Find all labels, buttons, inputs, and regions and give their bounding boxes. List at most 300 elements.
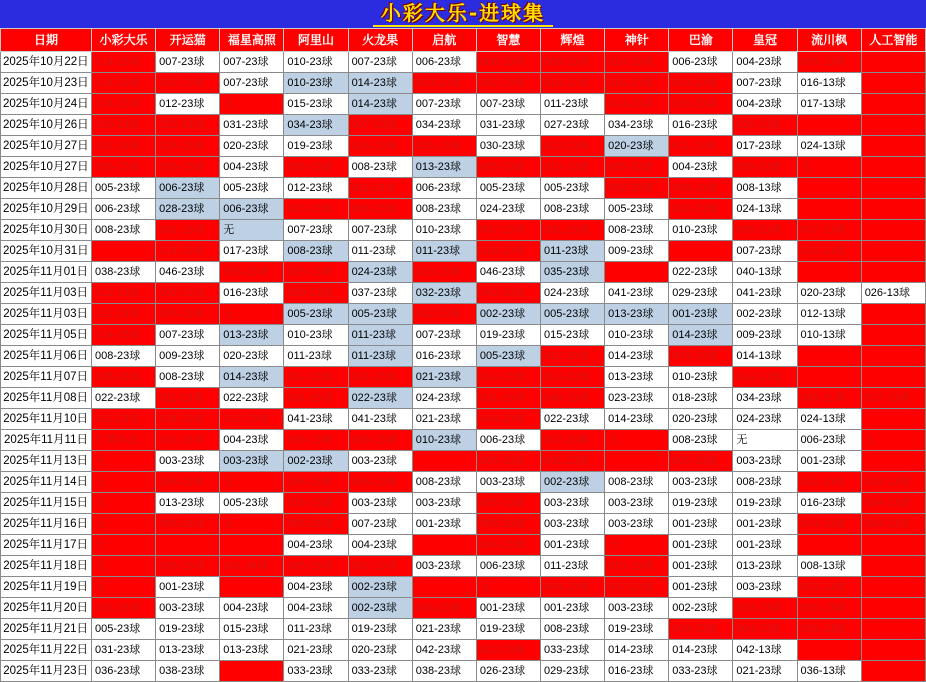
table-cell: 006-23球: [412, 178, 476, 199]
table-cell: 008-23球: [412, 199, 476, 220]
table-cell: 014-23球: [156, 241, 220, 262]
column-header-11[interactable]: 皇冠: [733, 29, 797, 52]
table-cell: 033-23球: [669, 661, 733, 682]
table-cell: [861, 409, 925, 430]
table-cell: 打赛休息: [92, 430, 156, 451]
table-row: [1, 346, 926, 367]
table-cell: 006-23球: [476, 556, 540, 577]
row-date: 2025年11月18日: [1, 556, 92, 577]
table-cell: 008-23球: [540, 619, 604, 640]
table-cell: 014-23球: [605, 346, 669, 367]
table-cell: 004-23球: [476, 535, 540, 556]
table-cell: 003-23球: [476, 472, 540, 493]
table-cell: 008-13球: [797, 556, 861, 577]
table-cell: 020-23球: [669, 409, 733, 430]
table-cell: 005-23球: [92, 178, 156, 199]
table-cell: [861, 367, 925, 388]
row-date: 2025年11月06日: [1, 346, 92, 367]
table-cell: 011-23球: [284, 346, 348, 367]
table-cell: 019-23球: [284, 136, 348, 157]
table-cell: 011-23球: [348, 241, 412, 262]
table-cell: 010-23球: [284, 52, 348, 73]
table-cell: 003-23球: [284, 157, 348, 178]
table-cell: 034-23球: [156, 409, 220, 430]
table-cell: 012-23球: [92, 283, 156, 304]
table-cell: 003-23球: [156, 451, 220, 472]
row-date: 2025年10月26日: [1, 115, 92, 136]
table-cell: 010-23球: [412, 430, 476, 451]
table-cell: [412, 577, 476, 598]
table-cell: 024-13球: [733, 199, 797, 220]
table-cell: 016-23球: [605, 661, 669, 682]
table-cell: [861, 304, 925, 325]
table-cell: 006-23球: [156, 556, 220, 577]
column-header-4[interactable]: 阿里山: [284, 29, 348, 52]
table-cell: 045-21球: [797, 388, 861, 409]
table-cell: 024-23球: [348, 262, 412, 283]
table-row: [1, 220, 926, 241]
row-date: 2025年11月21日: [1, 619, 92, 640]
table-cell: [861, 640, 925, 661]
table-cell: 006-23球: [284, 472, 348, 493]
column-header-9[interactable]: 神针: [605, 29, 669, 52]
table-cell: 001-23球: [669, 304, 733, 325]
table-cell: 002-23球: [733, 304, 797, 325]
table-cell: 010-23球: [284, 73, 348, 94]
table-cell: 018-23球: [669, 388, 733, 409]
table-cell: 012-23球: [284, 367, 348, 388]
table-cell: [92, 241, 156, 262]
table-cell: [861, 220, 925, 241]
table-cell: [797, 535, 861, 556]
table-cell: 无: [220, 472, 284, 493]
table-cell: 019-23球: [669, 493, 733, 514]
table-cell: 005-23球: [284, 514, 348, 535]
table-cell: 035-23球: [540, 262, 604, 283]
table-cell: 010-13球: [797, 241, 861, 262]
table-cell: 012-23球: [156, 94, 220, 115]
table-cell: [861, 556, 925, 577]
table-cell: 无: [733, 430, 797, 451]
table-row: [1, 262, 926, 283]
table-cell: 003-23球: [156, 598, 220, 619]
row-date: 2025年10月24日: [1, 94, 92, 115]
row-date: 2025年11月11日: [1, 430, 92, 451]
row-date: 2025年10月23日: [1, 73, 92, 94]
header-row: [1, 29, 926, 52]
table-cell: [220, 577, 284, 598]
table-cell: 038-23球: [92, 262, 156, 283]
table-cell: [861, 598, 925, 619]
column-header-2[interactable]: 开运猫: [156, 29, 220, 52]
table-cell: 034-23球: [412, 115, 476, 136]
row-date: 2025年11月01日: [1, 262, 92, 283]
table-cell: 029-23球: [540, 661, 604, 682]
table-cell: 008-13球: [733, 178, 797, 199]
table-cell: 003-23球: [733, 451, 797, 472]
table-cell: 006-23球: [348, 472, 412, 493]
table-cell: 001-23球: [669, 514, 733, 535]
table-cell: 014-23球: [605, 409, 669, 430]
table-cell: 004-23球: [733, 52, 797, 73]
table-cell: [861, 451, 925, 472]
table-cell: 014-13球: [733, 346, 797, 367]
table-cell: 004-23球: [220, 598, 284, 619]
table-row: [1, 514, 926, 535]
table-cell: 031-23球: [92, 136, 156, 157]
row-date: 2025年11月10日: [1, 409, 92, 430]
table-cell: 008-23球: [476, 52, 540, 73]
table-cell: 032-23球: [156, 283, 220, 304]
table-cell: 无: [605, 535, 669, 556]
table-cell: 021-23球: [348, 367, 412, 388]
table-cell: 002-23球: [540, 472, 604, 493]
table-cell: 008-23球: [540, 199, 604, 220]
table-cell: 004-23球: [733, 619, 797, 640]
table-cell: 006-23球: [733, 157, 797, 178]
table-cell: 016-23球: [605, 73, 669, 94]
table-row: [1, 115, 926, 136]
table-cell: 003-23球: [733, 598, 797, 619]
table-cell: 002-23球: [156, 430, 220, 451]
table-cell: 019-23球: [605, 619, 669, 640]
table-cell: [797, 199, 861, 220]
table-cell: 015-23球: [605, 556, 669, 577]
table-cell: 005-23球: [220, 178, 284, 199]
table-cell: 014-23球: [92, 73, 156, 94]
table-cell: 014-23球: [605, 94, 669, 115]
column-header-date[interactable]: 日期: [1, 29, 92, 52]
table-cell: [797, 640, 861, 661]
column-header-12[interactable]: 流川枫: [797, 29, 861, 52]
table-cell: 019-23球: [476, 619, 540, 640]
table-cell: 007-23球: [156, 325, 220, 346]
table-cell: 018-23球: [284, 493, 348, 514]
table-cell: 009-23球: [605, 241, 669, 262]
table-cell: 008-23球: [156, 367, 220, 388]
table-cell: 011-23球: [284, 619, 348, 640]
table-cell: 016-23球: [797, 493, 861, 514]
row-date: 2025年10月31日: [1, 241, 92, 262]
table-cell: 010-13球: [797, 325, 861, 346]
table-cell: 012-23球: [220, 409, 284, 430]
table-cell: 024-23球: [476, 199, 540, 220]
table-cell: 003-23球: [348, 493, 412, 514]
table-row: [1, 409, 926, 430]
table-cell: 037-23球: [348, 115, 412, 136]
table-cell: [412, 535, 476, 556]
table-cell: 005-23球: [733, 220, 797, 241]
table-cell: 031-23球: [476, 388, 540, 409]
table-cell: 004-23球: [669, 346, 733, 367]
table-cell: 008-23球: [540, 52, 604, 73]
table-cell: 005-23球: [92, 619, 156, 640]
table-cell: 003-23球: [605, 598, 669, 619]
table-cell: 043-23球: [476, 283, 540, 304]
column-header-1[interactable]: 小彩大乐: [92, 29, 156, 52]
table-cell: 001-34球: [220, 556, 284, 577]
table-cell: 004-23球: [733, 94, 797, 115]
table-cell: [797, 262, 861, 283]
table-cell: 024-13球: [797, 136, 861, 157]
table-row: [1, 535, 926, 556]
table-cell: 007-23球: [733, 73, 797, 94]
table-cell: 004-23球: [220, 430, 284, 451]
table-cell: 046-23球: [156, 262, 220, 283]
table-cell: 006-23球: [797, 430, 861, 451]
table-cell: 023-23球: [412, 262, 476, 283]
table-cell: 022-23球: [669, 262, 733, 283]
table-cell: 016-23球: [220, 283, 284, 304]
table-cell: 019-23球: [476, 325, 540, 346]
table-row: [1, 619, 926, 640]
table-cell: 033-23球: [540, 640, 604, 661]
table-row: [1, 430, 926, 451]
table-cell: 007-23球: [348, 220, 412, 241]
table-cell: 002-23球: [348, 598, 412, 619]
table-cell: 004-13球: [861, 493, 925, 514]
table-cell: 024-13球: [797, 409, 861, 430]
column-header-3[interactable]: 福星高照: [220, 29, 284, 52]
table-cell: 029-23球: [284, 262, 348, 283]
table-cell: 006-23球: [156, 472, 220, 493]
table-cell: 025-23球: [412, 136, 476, 157]
table-cell: 010-23球: [605, 325, 669, 346]
column-header-6[interactable]: 启航: [412, 29, 476, 52]
table-cell: 011-23球: [669, 136, 733, 157]
table-cell: 013-23球: [220, 640, 284, 661]
table-cell: 013-23球: [605, 367, 669, 388]
table-cell: 009-23球: [284, 430, 348, 451]
table-row: [1, 94, 926, 115]
table-cell: 011-23球: [540, 241, 604, 262]
column-header-5[interactable]: 火龙果: [348, 29, 412, 52]
table-cell: 023-23球: [284, 199, 348, 220]
table-cell: 007-23球: [348, 52, 412, 73]
table-cell: 005-23球: [476, 514, 540, 535]
table-cell: 006-23球: [156, 178, 220, 199]
table-cell: 020-23球: [797, 283, 861, 304]
row-date: 2025年10月27日: [1, 157, 92, 178]
row-date: 2025年11月07日: [1, 367, 92, 388]
table-cell: 005-23球: [284, 556, 348, 577]
table-cell: 无: [797, 157, 861, 178]
table-cell: 011-23球: [348, 346, 412, 367]
table-cell: [861, 325, 925, 346]
table-cell: 005-13球: [797, 52, 861, 73]
table-cell: 007-23球: [156, 52, 220, 73]
column-header-13[interactable]: 人工智能: [861, 29, 925, 52]
table-cell: 003-23球: [540, 493, 604, 514]
table-cell: 041-23球: [348, 409, 412, 430]
table-cell: 004-23球: [412, 598, 476, 619]
table-cell: 016-23球: [669, 94, 733, 115]
table-cell: 008-23球: [284, 241, 348, 262]
column-header-10[interactable]: 巴渝: [669, 29, 733, 52]
table-cell: 006-23球: [348, 199, 412, 220]
table-cell: 无: [92, 493, 156, 514]
table-cell: 014-13球: [733, 367, 797, 388]
table-cell: 006-23球: [412, 52, 476, 73]
table-cell: 016-23球: [669, 115, 733, 136]
table-cell: 023-23球: [605, 388, 669, 409]
table-cell: 022-23球: [92, 388, 156, 409]
table-cell: 003-23球: [540, 514, 604, 535]
table-cell: 016-23球: [412, 346, 476, 367]
table-cell: 014-23球: [92, 325, 156, 346]
table-cell: 006-23球: [156, 157, 220, 178]
table-row: [1, 325, 926, 346]
page-title: 小彩大乐-进球集: [373, 2, 553, 27]
table-cell: 008-23球: [669, 430, 733, 451]
table-cell: 014-23球: [348, 73, 412, 94]
table-row: [1, 52, 926, 73]
table-cell: 027-23球: [540, 115, 604, 136]
table-cell: 013-23球: [733, 556, 797, 577]
table-row: [1, 283, 926, 304]
table-body: [1, 52, 926, 682]
table-cell: 无: [476, 577, 540, 598]
table-cell: 004-23球: [797, 514, 861, 535]
table-cell: 046-23球: [476, 262, 540, 283]
table-cell: 034-23球: [605, 115, 669, 136]
table-cell: 无: [92, 556, 156, 577]
table-cell: 017-23球: [220, 241, 284, 262]
table-cell: 002-23球: [348, 556, 412, 577]
table-cell: 005-23球: [476, 451, 540, 472]
table-cell: 014-23球: [669, 325, 733, 346]
table-cell: 003-23球: [412, 493, 476, 514]
table-row: [1, 367, 926, 388]
table-cell: 024-23球: [733, 409, 797, 430]
table-cell: 012-13球: [797, 304, 861, 325]
table-cell: [861, 577, 925, 598]
table-cell: 002-23球: [540, 430, 604, 451]
row-date: 2025年11月16日: [1, 514, 92, 535]
table-cell: [797, 346, 861, 367]
table-cell: 007-23球: [605, 577, 669, 598]
table-cell: 012-23球: [540, 346, 604, 367]
table-cell: 038-23球: [412, 661, 476, 682]
table-cell: 008-23球: [92, 220, 156, 241]
table-row: [1, 304, 926, 325]
table-cell: 021-23球: [412, 409, 476, 430]
table-cell: 028-23球: [156, 136, 220, 157]
table-cell: 005-13球: [797, 598, 861, 619]
table-cell: [861, 346, 925, 367]
table-cell: [156, 535, 220, 556]
table-cell: 007-23球: [412, 325, 476, 346]
column-header-7[interactable]: 智慧: [476, 29, 540, 52]
table-cell: 017-13球: [861, 388, 925, 409]
table-cell: 008-23球: [348, 157, 412, 178]
table-cell: 013-23球: [220, 325, 284, 346]
table-cell: 024-23球: [540, 283, 604, 304]
table-cell: 026-23球: [348, 136, 412, 157]
table-cell: 005-23球: [540, 178, 604, 199]
table-cell: 002-23球: [92, 598, 156, 619]
table-cell: 002-23球: [156, 73, 220, 94]
table-row: [1, 199, 926, 220]
table-cell: 028-23球: [156, 199, 220, 220]
table-cell: 014-23球: [605, 640, 669, 661]
table-cell: 014-23球: [92, 52, 156, 73]
table-cell: 006-23球: [220, 199, 284, 220]
row-date: 2025年11月05日: [1, 325, 92, 346]
table-cell: 004-23球: [284, 577, 348, 598]
title-bar: [0, 0, 926, 28]
table-cell: 004-23球: [284, 598, 348, 619]
table-cell: 019-23球: [348, 619, 412, 640]
table-cell: 014-23球: [605, 52, 669, 73]
table-cell: 014-23球: [92, 94, 156, 115]
table-cell: 033-23球: [284, 661, 348, 682]
table-cell: 042-13球: [733, 640, 797, 661]
table-cell: 无: [92, 451, 156, 472]
table-cell: [861, 136, 925, 157]
table-cell: 001-23球: [669, 577, 733, 598]
table-row: [1, 73, 926, 94]
table-cell: 016-13球: [797, 73, 861, 94]
table-cell: 003-13球: [861, 472, 925, 493]
table-cell: 003-23球: [605, 493, 669, 514]
table-cell: 007-23球: [733, 241, 797, 262]
table-cell: 017-13球: [797, 94, 861, 115]
table-cell: 026-13球: [861, 283, 925, 304]
table-cell: [861, 115, 925, 136]
table-cell: 033-23球: [348, 661, 412, 682]
table-cell: 010-23球: [669, 367, 733, 388]
row-date: 2025年10月22日: [1, 52, 92, 73]
table-cell: 030-23球: [92, 115, 156, 136]
table-cell: 020-23球: [605, 136, 669, 157]
table-cell: [797, 178, 861, 199]
table-cell: 041-23球: [284, 409, 348, 430]
lottery-table: [0, 28, 926, 682]
table-cell: 004-23球: [348, 535, 412, 556]
table-cell: 014-23球: [669, 640, 733, 661]
table-cell: 005-23球: [605, 157, 669, 178]
table-cell: [669, 241, 733, 262]
table-cell: 015-23球: [540, 325, 604, 346]
table-cell: 无: [861, 430, 925, 451]
row-date: 2025年10月29日: [1, 199, 92, 220]
table-cell: 017-23球: [733, 136, 797, 157]
table-cell: [220, 661, 284, 682]
column-header-8[interactable]: 辉煌: [540, 29, 604, 52]
row-date: 2025年10月27日: [1, 136, 92, 157]
table-cell: 021-23球: [733, 661, 797, 682]
table-cell: 010-23球: [284, 325, 348, 346]
table-cell: 022-23球: [220, 388, 284, 409]
table-cell: 021-23球: [284, 640, 348, 661]
table-cell: [861, 535, 925, 556]
row-date: 2025年11月03日: [1, 304, 92, 325]
table-cell: 026-23球: [733, 115, 797, 136]
table-cell: 038-23球: [156, 661, 220, 682]
table-cell: 007-23球: [476, 220, 540, 241]
table-cell: [861, 94, 925, 115]
table-cell: 002-23球: [669, 598, 733, 619]
table-row: [1, 157, 926, 178]
table-cell: 014-23球: [220, 367, 284, 388]
table-row: [1, 388, 926, 409]
table-cell: [861, 178, 925, 199]
table-cell: 001-23球: [540, 535, 604, 556]
table-row: [1, 640, 926, 661]
row-date: 2025年11月19日: [1, 577, 92, 598]
table-cell: 033-23球: [220, 262, 284, 283]
